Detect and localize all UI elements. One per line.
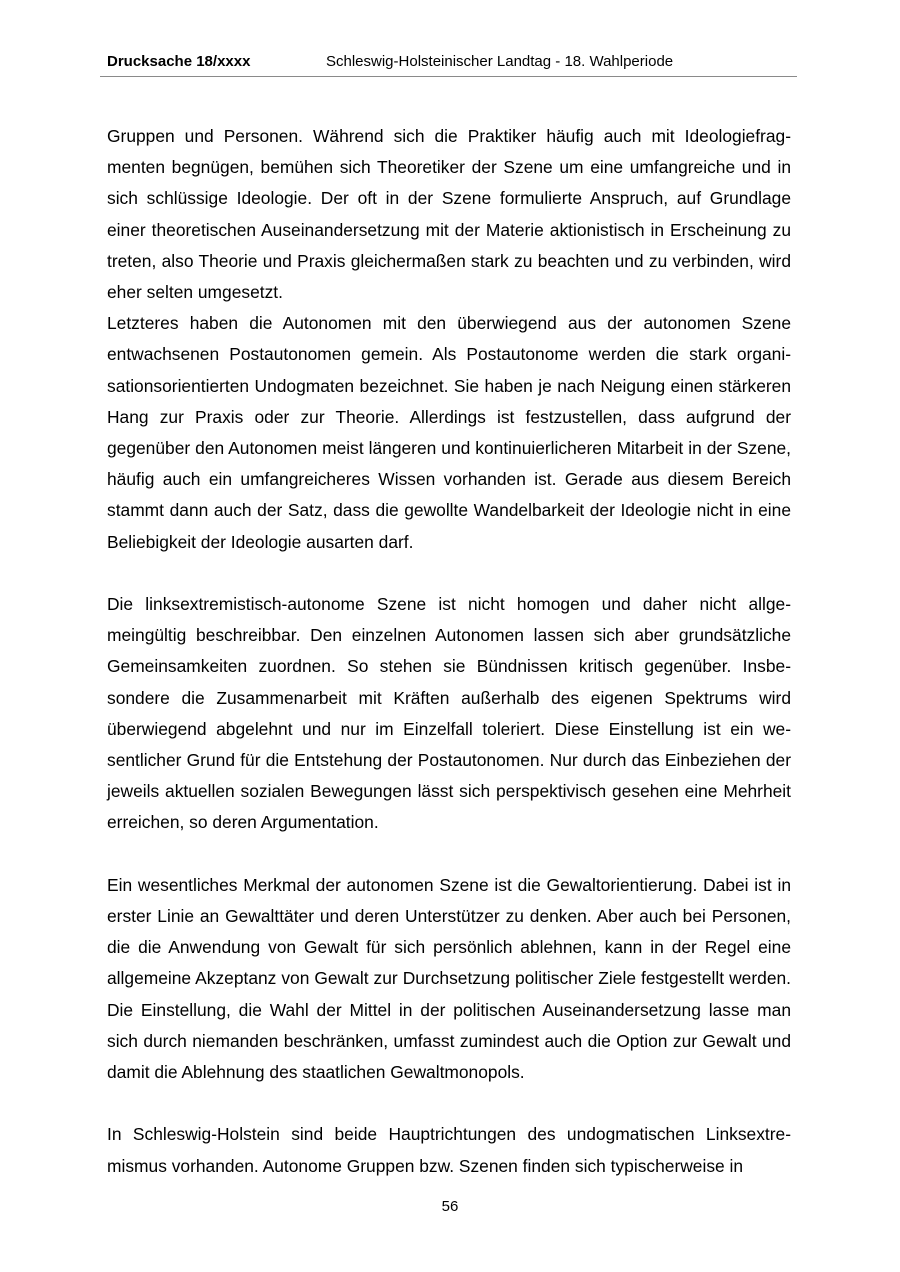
document-number: Drucksache 18/xxxx — [107, 53, 251, 70]
page-body — [107, 121, 791, 1182]
header-title: Schleswig-Holsteinischer Landtag - 18. Wahlperiode — [326, 53, 674, 70]
paragraph: In Schleswig-Holstein sind beide Hauptrichtungen des undogmatischen Linksextremismus vorhanden. Autonome Gruppen bzw. Szenen finden sich typischerweise in — [107, 1124, 791, 1176]
page-number: 56 — [441, 1198, 459, 1215]
paragraph: Gruppen und Personen. Während sich die Praktiker häufig auch mit Ideologiefragmenten begnügen, bemühen sich Theoretiker der Szene um eine umfangreiche und in sich schlüssige Ideologie. Der oft in der Szene formulierte Anspruch, auf Grundlage einer theoretischen Auseinandersetzung mit der Materie aktionistisch in Erscheinung zu treten, also Theorie und Praxis gleichermaßen stark zu beachten und zu verbinden, wird eher selten umgesetzt. — [107, 126, 791, 303]
paragraph: Ein wesentliches Merkmal der autonomen Szene ist die Gewaltorientierung. Dabei ist in erster Linie an Gewalttäter und deren Unterstützer zu denken. Aber auch bei Personen, die die Anwendung von Gewalt für sich persönlich ablehnen, kann in der Regel eine allgemeine Akzeptanz von Gewalt zur Durchsetzung politischer Ziele festgestellt werden. Die Einstellung, die Wahl der Mittel in der politischen Auseinandersetzung lasse man sich durch niemanden beschränken, umfasst zumindest auch die Option zur Gewalt und damit die Ablehnung des staatlichen Gewaltmonopols. — [107, 874, 791, 1083]
page-header — [100, 52, 797, 77]
paragraph: Die linksextremistisch-autonome Szene ist nicht homogen und daher nicht allgemeingültig beschreibbar. Den einzelnen Autonomen lassen sich aber grundsätzliche Gemeinsamkeiten zuordnen. So stehen sie Bündnissen kritisch gegenüber. Insbesondere die Zusammenarbeit mit Kräften außerhalb des eigenen Spektrums wird überwiegend abgelehnt und nur im Einzelfall toleriert. Diese Einstellung ist ein wesentlicher Grund für die Entstehung der Postautonomen. Nur durch das Einbeziehen der jeweils aktuellen sozialen Bewegungen lässt sich perspektivisch gesehen eine Mehrheit erreichen, so deren Argumentation. — [107, 594, 791, 833]
paragraph: Letzteres haben die Autonomen mit den überwiegend aus der autonomen Szene entwachsenen Postautonomen gemein. Als Postautonome werden die stark organisationsorientierten Undogmaten bezeichnet. Sie haben je nach Neigung einen stärkeren Hang zur Praxis oder zur Theorie. Allerdings ist festzustellen, dass aufgrund der gegenüber den Autonomen meist längeren und kontinuierlicheren Mitarbeit in der Szene, häufig auch ein umfangreicheres Wissen vorhanden ist. Gerade aus diesem Bereich stammt dann auch der Satz, dass die gewollte Wandelbarkeit der Ideologie nicht in eine Beliebigkeit der Ideologie ausarten darf. — [107, 313, 791, 552]
